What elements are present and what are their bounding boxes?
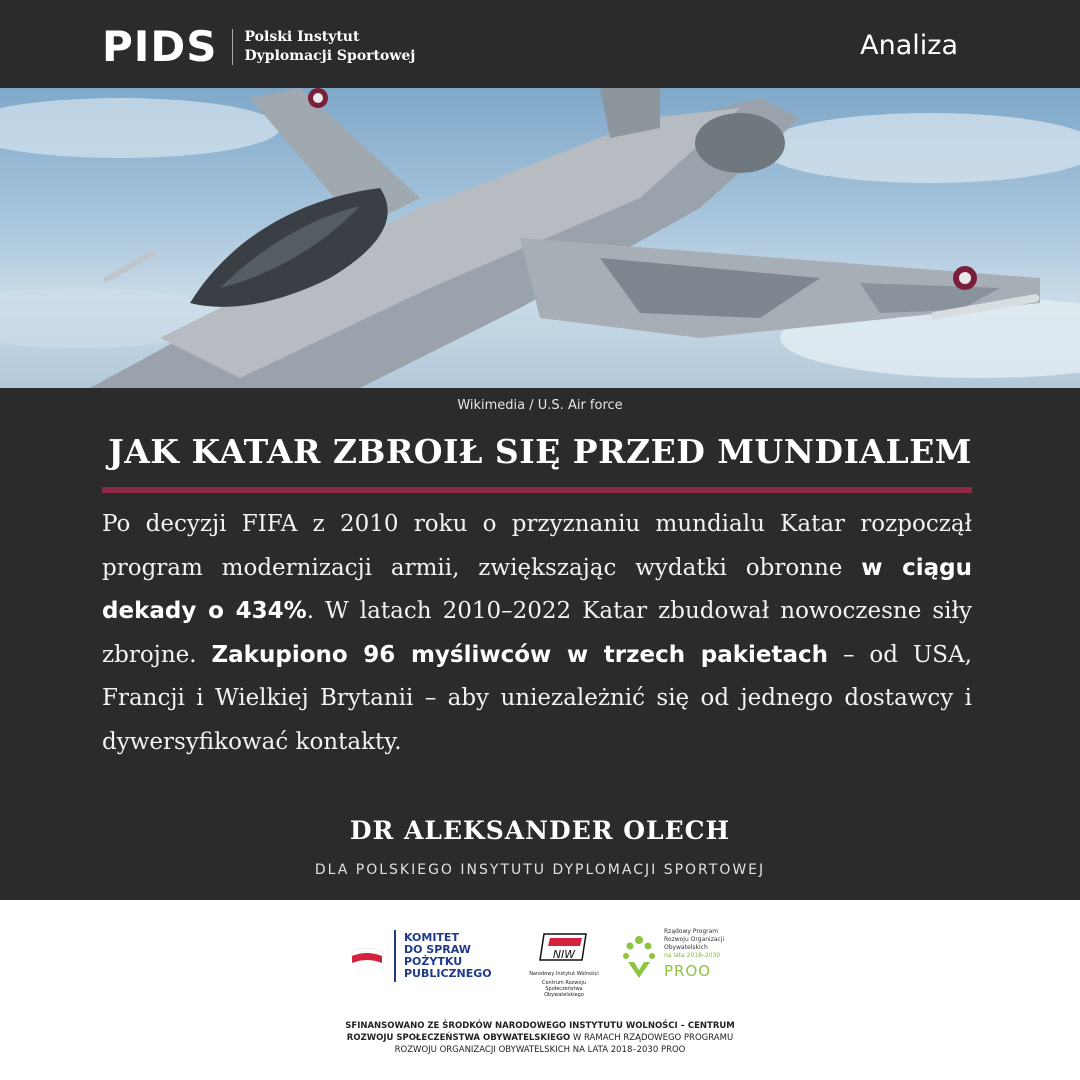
logo-line-1: Polski Instytut [244, 29, 360, 45]
body-segment: . W latach 2010–2022 Katar zbudował nowoczesne siły zbrojne. [102, 598, 972, 668]
kpp-line: KOMITET [404, 931, 459, 944]
proo-text [664, 928, 724, 980]
logo-line-2: Dyplomacji Sportowej [244, 48, 416, 64]
kpp-logo[interactable] [350, 930, 492, 982]
body-highlight: w ciągu dekady o 434% [102, 554, 972, 624]
proo-name: PROO [664, 962, 712, 980]
funding-line-1: SFINANSOWANO ZE ŚRODKÓW NARODOWEGO INSTYTUTU WOLNOŚCI – CENTRUM [345, 1021, 735, 1031]
jet-pylon [103, 248, 158, 283]
pids-logo[interactable] [102, 22, 416, 71]
jet-intake [695, 113, 785, 173]
niw-flag-icon [538, 930, 590, 964]
sponsor-footer [0, 900, 1080, 1080]
proo-years [664, 952, 724, 960]
photo-credit: Wikimedia / U.S. Air force [457, 398, 623, 413]
niw-mark: NIW [552, 948, 576, 961]
roundel [959, 272, 971, 284]
funding-note [0, 1020, 1080, 1056]
hero-photo [0, 88, 1080, 388]
logo-mark: PIDS [102, 22, 218, 71]
proo-line: Obywatelskich [664, 944, 708, 951]
funding-line-3: ROZWOJU ORGANIZACJI OBYWATELSKICH NA LATA 2018–2030 PROO [394, 1045, 686, 1055]
logo-divider [232, 29, 233, 65]
section-label: Analiza [860, 30, 958, 61]
roundel [313, 93, 323, 103]
kpp-text [404, 932, 492, 980]
funding-line-2: ROZWOJU SPOŁECZEŃSTWA OBYWATELSKIEGO W RAMACH RZĄDOWEGO PROGRAMU [346, 1033, 734, 1043]
niw-logo[interactable] [528, 930, 600, 998]
proo-years-text: na lata 2018–2030 [664, 952, 721, 959]
cloud [760, 113, 1080, 183]
niw-subcaption: Centrum Rozwoju Społeczeństwa Obywatelskiego [541, 980, 587, 998]
cloud [0, 98, 280, 158]
kpp-line: PUBLICZNEGO [404, 967, 492, 980]
fighter-jet-illustration [0, 88, 1080, 388]
author-name: DR ALEKSANDER OLECH [349, 816, 731, 845]
proo-sprout-icon [620, 928, 658, 980]
body-segment: Po decyzji FIFA z 2010 roku o przyznaniu mundialu Katar rozpoczął program modernizacji armii, zwiększając wydatki obronne [102, 511, 972, 581]
kpp-line: DO SPRAW [404, 943, 471, 956]
niw-caption: Narodowy Instytut Wolności [529, 971, 599, 977]
polish-flag-icon [350, 945, 384, 967]
body-segment: – od USA, Francji i Wielkiej Brytanii – aby uniezależnić się od jednego dostawcy i dywersyfikować kontakty. [102, 641, 972, 755]
proo-line: Rządowy Program [664, 928, 719, 935]
article-body [102, 503, 972, 764]
proo-line: Rozwoju Organizacji [664, 936, 725, 943]
body-highlight: Zakupiono 96 myśliwców w trzech pakietach [211, 641, 829, 668]
kpp-line: POŻYTKU [404, 955, 463, 968]
author-affiliation: DLA POLSKIEGO INSYTUTU DYPLOMACJI SPORTOWEJ [314, 862, 766, 878]
proo-logo[interactable] [620, 928, 724, 980]
title-underline [102, 487, 972, 493]
kpp-divider [394, 930, 396, 982]
logo-text [245, 28, 416, 66]
article-title: JAK KATAR ZBROIŁ SIĘ PRZED MUNDIALEM [108, 432, 972, 471]
